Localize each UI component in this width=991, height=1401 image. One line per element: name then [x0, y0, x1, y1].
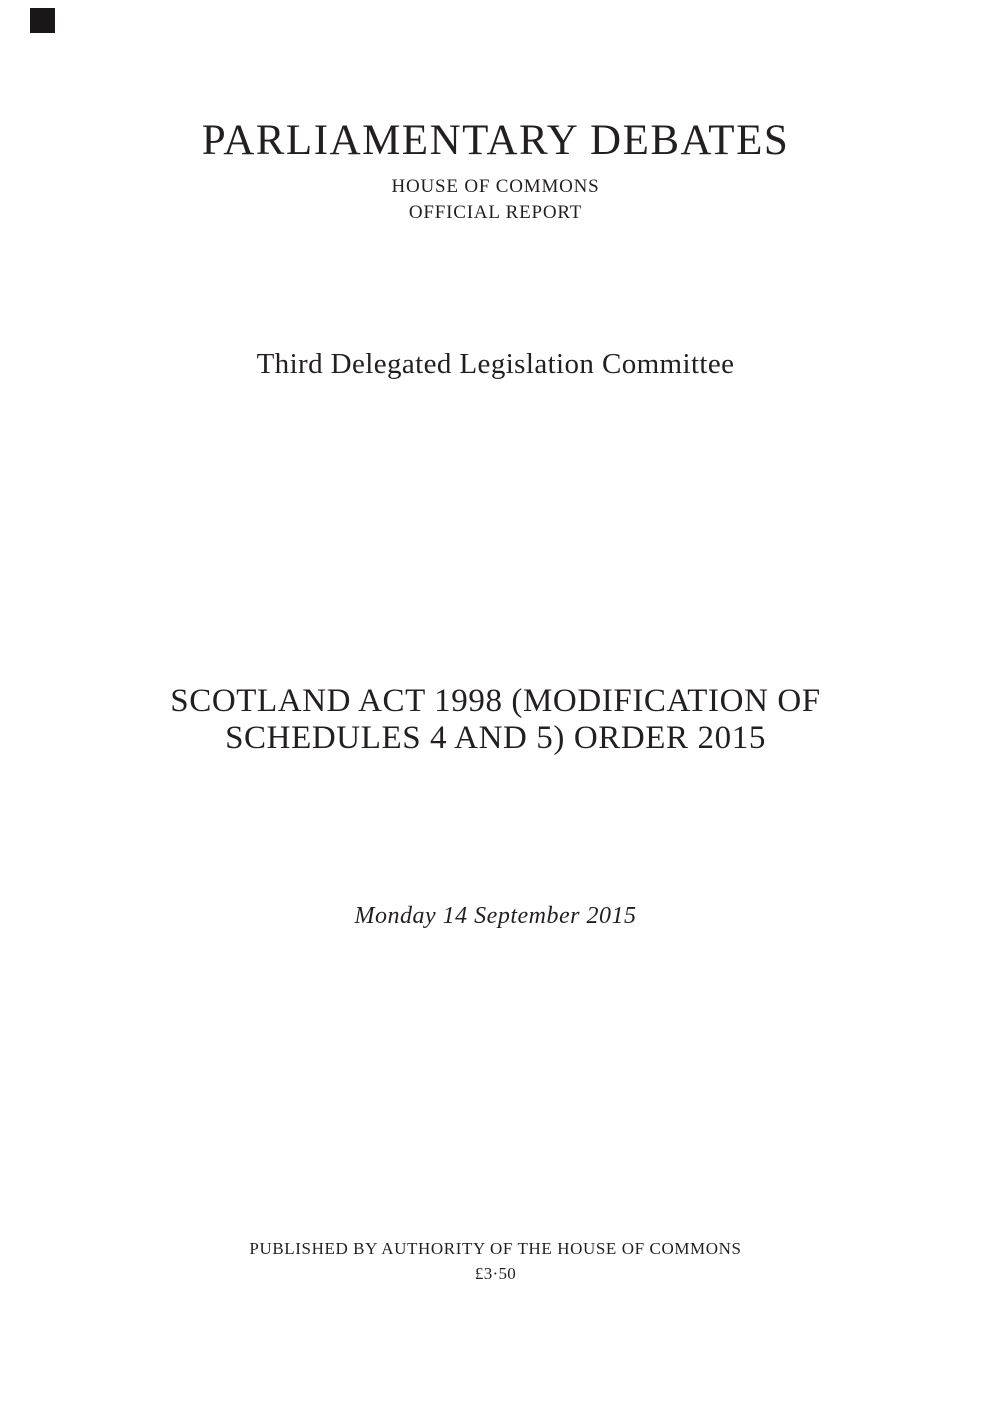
act-title-line-1: SCOTLAND ACT 1998 (MODIFICATION OF — [170, 683, 821, 719]
committee-title: Third Delegated Legislation Committee — [256, 348, 735, 380]
price: £3·50 — [474, 1264, 517, 1283]
subtitle-official-report: OFFICIAL REPORT — [408, 202, 583, 223]
act-title-line-2: SCHEDULES 4 AND 5) ORDER 2015 — [225, 720, 766, 756]
published-by-line: PUBLISHED BY AUTHORITY OF THE HOUSE OF COMMONS — [249, 1239, 742, 1258]
sitting-date: Monday 14 September 2015 — [354, 903, 637, 929]
subtitle-house-of-commons: HOUSE OF COMMONS — [391, 176, 600, 197]
page-title: PARLIAMENTARY DEBATES — [201, 117, 790, 164]
corner-registration-mark — [30, 8, 55, 33]
act-title — [0, 683, 991, 757]
